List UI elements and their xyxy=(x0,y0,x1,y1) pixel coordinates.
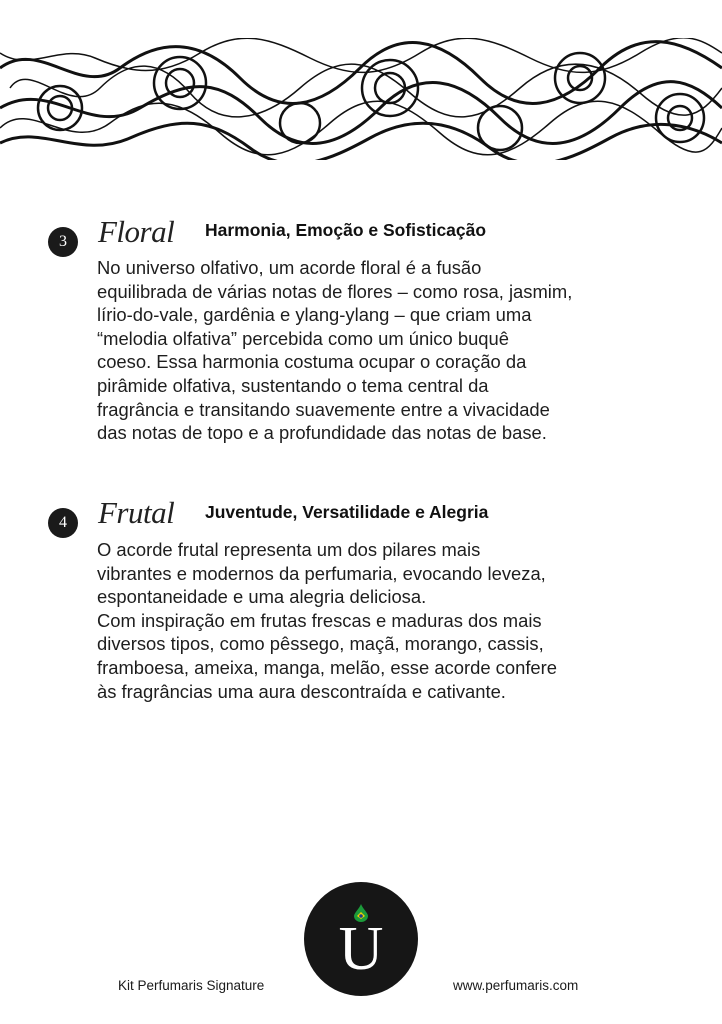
section-number-badge: 4 xyxy=(48,508,78,538)
section-number-badge: 3 xyxy=(48,227,78,257)
section-subtitle: Juventude, Versatilidade e Alegria xyxy=(205,502,489,522)
section-title: Frutal xyxy=(98,495,175,530)
footer-kit-name: Kit Perfumaris Signature xyxy=(118,978,265,993)
perfumaris-logo xyxy=(304,882,418,996)
footer-website-link[interactable]: www.perfumaris.com xyxy=(453,978,579,993)
section-body: No universo olfativo, um acorde floral é a fusão equilibrada de várias notas de flores – como rosa, jasmim, lírio-do-vale, gardênia e ylang-ylang – que criam uma “melodia olfativa” percebida como um único buquê coeso. Essa harmonia costuma ocupar o coração da pirâmide olfativa, sustentando o tema central da fragrância e transitando suavemente entre a vivacidade das notas de topo e a profundidade das notas de base. xyxy=(97,257,573,444)
section-title: Floral xyxy=(98,214,175,249)
section-body: O acorde frutal representa um dos pilares mais vibrantes e modernos da perfumaria, evocando leveza, espontaneidade e uma alegria deliciosa. Com inspiração em frutas frescas e maduras dos mais diversos tipos, como pêssego, maçã, morango, cassis, framboesa, ameixa, manga, melão, esse acorde confere às fragrâncias uma aura descontraída e cativante. xyxy=(97,539,558,702)
marble-banner xyxy=(0,38,722,160)
logo-letter: U xyxy=(338,915,384,983)
section-subtitle: Harmonia, Emoção e Sofisticação xyxy=(205,220,487,240)
